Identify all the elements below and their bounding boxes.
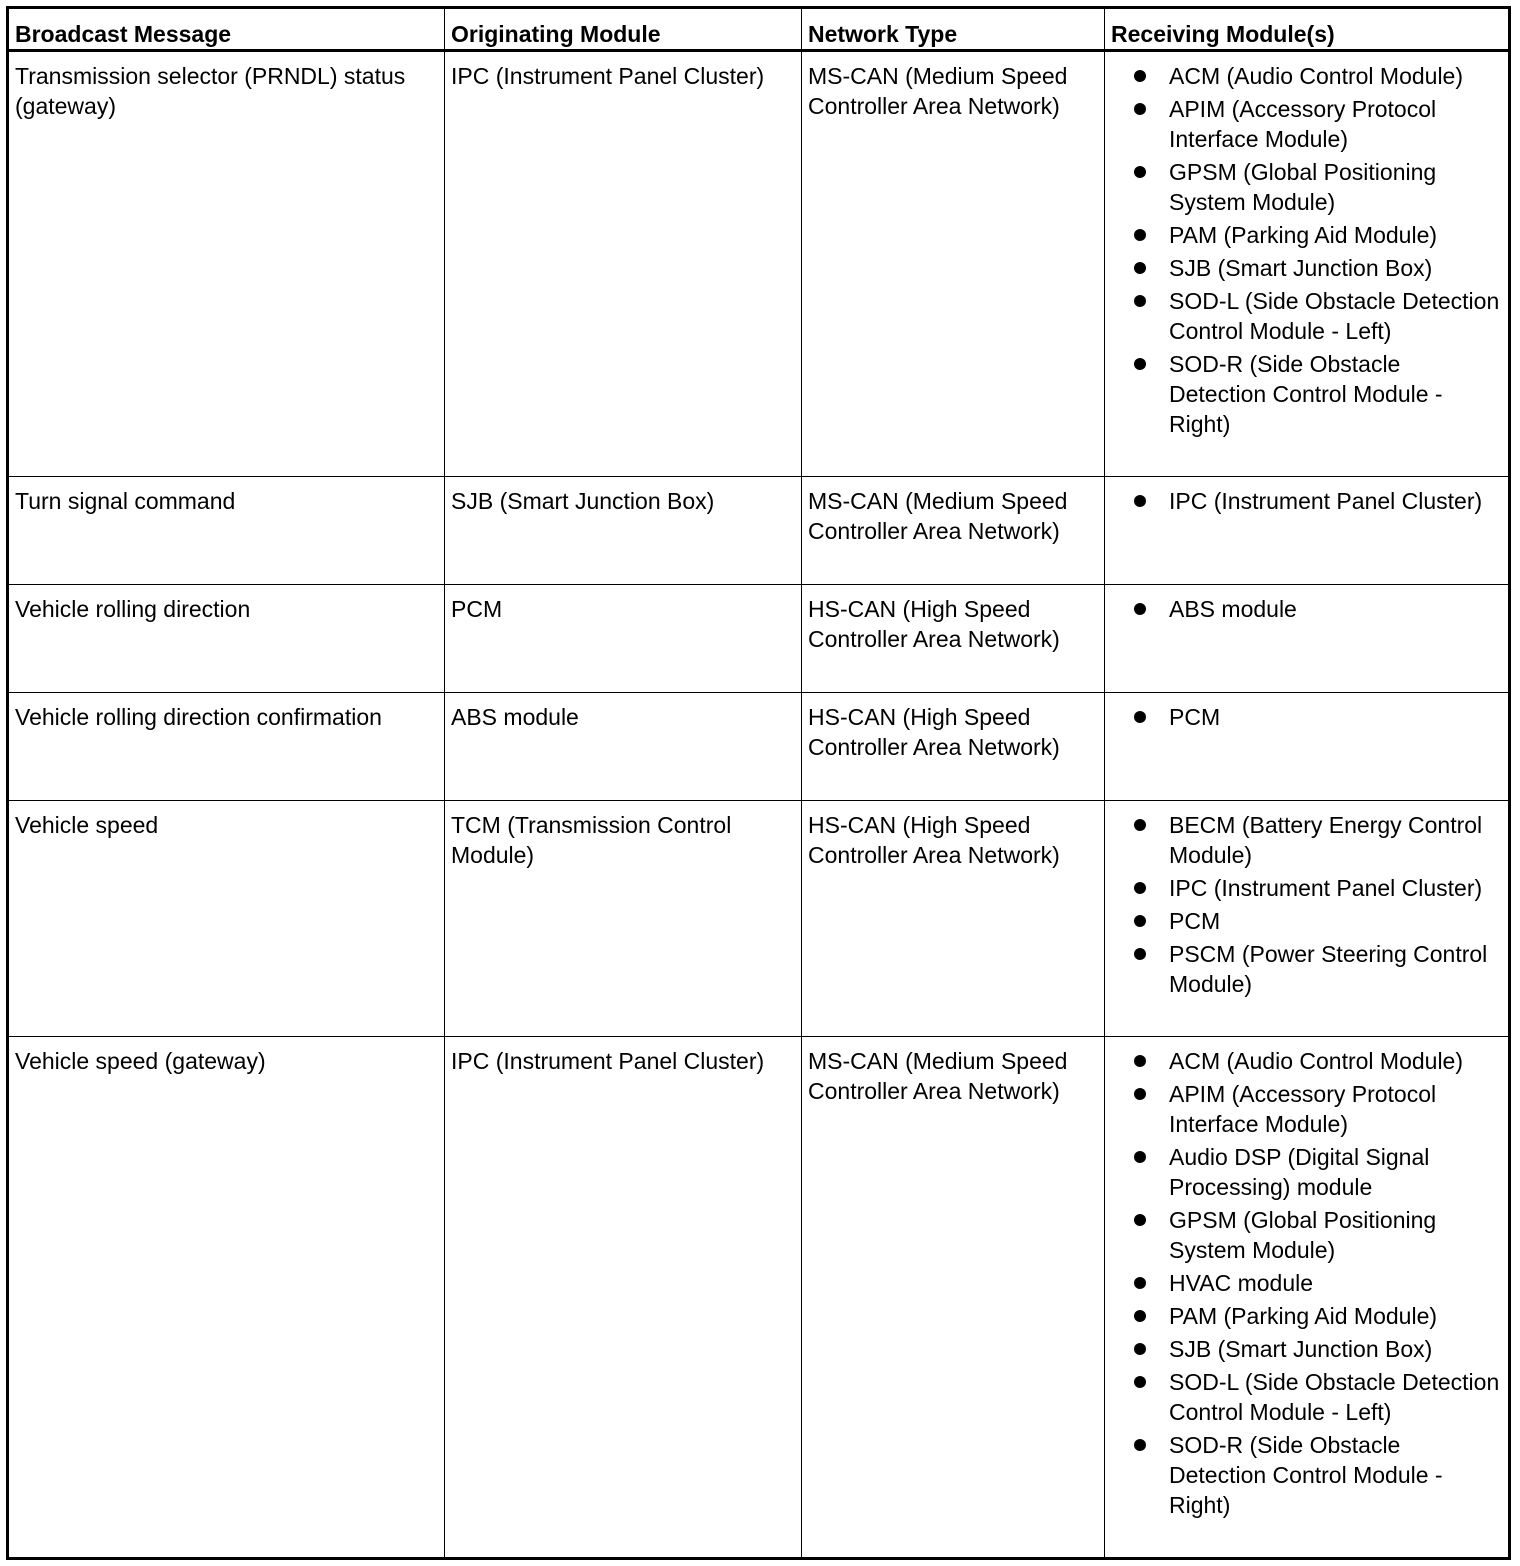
header-network-type: Network Type (802, 8, 1105, 51)
receiving-modules-cell (1105, 801, 1510, 1037)
table-header-row (8, 8, 1510, 51)
receiving-module-text: Audio DSP (Digital Signal Processing) module (1169, 1144, 1430, 1200)
bullet-icon (1134, 495, 1146, 507)
broadcast-message-cell: Turn signal command (8, 477, 445, 585)
list-item (1134, 1205, 1502, 1265)
receiving-module-text: APIM (Accessory Protocol Interface Module) (1169, 1081, 1437, 1137)
receiving-modules-cell (1105, 585, 1510, 693)
list-item (1134, 594, 1502, 624)
bullet-icon (1134, 229, 1146, 241)
network-type-cell: MS-CAN (Medium Speed Controller Area Network) (802, 51, 1105, 477)
list-item (1134, 1301, 1502, 1331)
receiving-module-text: SJB (Smart Junction Box) (1169, 1336, 1433, 1362)
bullet-icon (1134, 711, 1146, 723)
list-item (1134, 61, 1502, 91)
table-row (8, 477, 1510, 585)
list-item (1134, 486, 1502, 516)
list-item (1134, 702, 1502, 732)
receiving-module-text: ACM (Audio Control Module) (1169, 63, 1464, 89)
originating-module-cell: SJB (Smart Junction Box) (445, 477, 802, 585)
table-row (8, 51, 1510, 477)
broadcast-message-cell: Vehicle speed (8, 801, 445, 1037)
bullet-icon (1134, 1055, 1146, 1067)
receiving-module-text: PCM (1169, 908, 1221, 934)
list-item (1134, 220, 1502, 250)
receiving-modules-cell (1105, 693, 1510, 801)
bullet-icon (1134, 1343, 1146, 1355)
receiving-modules-cell (1105, 1037, 1510, 1559)
receiving-modules-list (1111, 61, 1502, 439)
bullet-icon (1134, 819, 1146, 831)
network-type-cell: HS-CAN (High Speed Controller Area Network) (802, 801, 1105, 1037)
bullet-icon (1134, 358, 1146, 370)
bullet-icon (1134, 603, 1146, 615)
bullet-icon (1134, 262, 1146, 274)
bullet-icon (1134, 1310, 1146, 1322)
list-item (1134, 1142, 1502, 1202)
receiving-module-text: SOD-R (Side Obstacle Detection Control Module - Right) (1169, 351, 1443, 437)
receiving-module-text: PAM (Parking Aid Module) (1169, 1303, 1438, 1329)
receiving-module-text: GPSM (Global Positioning System Module) (1169, 159, 1437, 215)
list-item (1134, 349, 1502, 439)
bullet-icon (1134, 295, 1146, 307)
receiving-module-text: IPC (Instrument Panel Cluster) (1169, 488, 1483, 514)
bullet-icon (1134, 948, 1146, 960)
originating-module-cell: ABS module (445, 693, 802, 801)
broadcast-message-cell: Vehicle rolling direction confirmation (8, 693, 445, 801)
bullet-icon (1134, 915, 1146, 927)
receiving-module-text: ABS module (1169, 596, 1297, 622)
list-item (1134, 253, 1502, 283)
receiving-module-text: HVAC module (1169, 1270, 1314, 1296)
broadcast-message-cell: Vehicle rolling direction (8, 585, 445, 693)
receiving-modules-list (1111, 486, 1502, 516)
originating-module-cell: TCM (Transmission Control Module) (445, 801, 802, 1037)
receiving-modules-list (1111, 594, 1502, 624)
receiving-module-text: BECM (Battery Energy Control Module) (1169, 812, 1483, 868)
bullet-icon (1134, 1088, 1146, 1100)
receiving-module-text: SJB (Smart Junction Box) (1169, 255, 1433, 281)
receiving-modules-list (1111, 702, 1502, 732)
list-item (1134, 939, 1502, 999)
bullet-icon (1134, 882, 1146, 894)
list-item (1134, 1268, 1502, 1298)
receiving-module-text: ACM (Audio Control Module) (1169, 1048, 1464, 1074)
network-type-cell: MS-CAN (Medium Speed Controller Area Network) (802, 1037, 1105, 1559)
receiving-module-text: APIM (Accessory Protocol Interface Module) (1169, 96, 1437, 152)
list-item (1134, 1046, 1502, 1076)
table-row (8, 693, 1510, 801)
header-originating-module: Originating Module (445, 8, 802, 51)
header-broadcast-message: Broadcast Message (8, 8, 445, 51)
receiving-module-text: PSCM (Power Steering Control Module) (1169, 941, 1488, 997)
receiving-module-text: SOD-L (Side Obstacle Detection Control Module - Left) (1169, 1369, 1500, 1425)
bullet-icon (1134, 166, 1146, 178)
bullet-icon (1134, 1277, 1146, 1289)
receiving-module-text: GPSM (Global Positioning System Module) (1169, 1207, 1437, 1263)
bullet-icon (1134, 1376, 1146, 1388)
receiving-module-text: PCM (1169, 704, 1221, 730)
network-type-cell: HS-CAN (High Speed Controller Area Network) (802, 693, 1105, 801)
broadcast-message-cell: Vehicle speed (gateway) (8, 1037, 445, 1559)
bullet-icon (1134, 1214, 1146, 1226)
receiving-module-text: PAM (Parking Aid Module) (1169, 222, 1438, 248)
originating-module-cell: IPC (Instrument Panel Cluster) (445, 51, 802, 477)
list-item (1134, 1430, 1502, 1520)
table-row (8, 801, 1510, 1037)
bullet-icon (1134, 103, 1146, 115)
list-item (1134, 1334, 1502, 1364)
list-item (1134, 157, 1502, 217)
receiving-module-text: SOD-R (Side Obstacle Detection Control Module - Right) (1169, 1432, 1443, 1518)
list-item (1134, 1367, 1502, 1427)
bullet-icon (1134, 1439, 1146, 1451)
header-receiving-modules: Receiving Module(s) (1105, 8, 1510, 51)
receiving-module-text: IPC (Instrument Panel Cluster) (1169, 875, 1483, 901)
list-item (1134, 873, 1502, 903)
list-item (1134, 810, 1502, 870)
network-type-cell: MS-CAN (Medium Speed Controller Area Network) (802, 477, 1105, 585)
receiving-modules-cell (1105, 477, 1510, 585)
list-item (1134, 286, 1502, 346)
table-row (8, 1037, 1510, 1559)
bullet-icon (1134, 70, 1146, 82)
bullet-icon (1134, 1151, 1146, 1163)
receiving-modules-list (1111, 1046, 1502, 1520)
broadcast-message-cell: Transmission selector (PRNDL) status (gateway) (8, 51, 445, 477)
receiving-module-text: SOD-L (Side Obstacle Detection Control Module - Left) (1169, 288, 1500, 344)
receiving-modules-list (1111, 810, 1502, 999)
list-item (1134, 1079, 1502, 1139)
network-type-cell: HS-CAN (High Speed Controller Area Network) (802, 585, 1105, 693)
table-row (8, 585, 1510, 693)
receiving-modules-cell (1105, 51, 1510, 477)
originating-module-cell: IPC (Instrument Panel Cluster) (445, 1037, 802, 1559)
list-item (1134, 94, 1502, 154)
broadcast-message-table (6, 6, 1511, 1560)
originating-module-cell: PCM (445, 585, 802, 693)
list-item (1134, 906, 1502, 936)
